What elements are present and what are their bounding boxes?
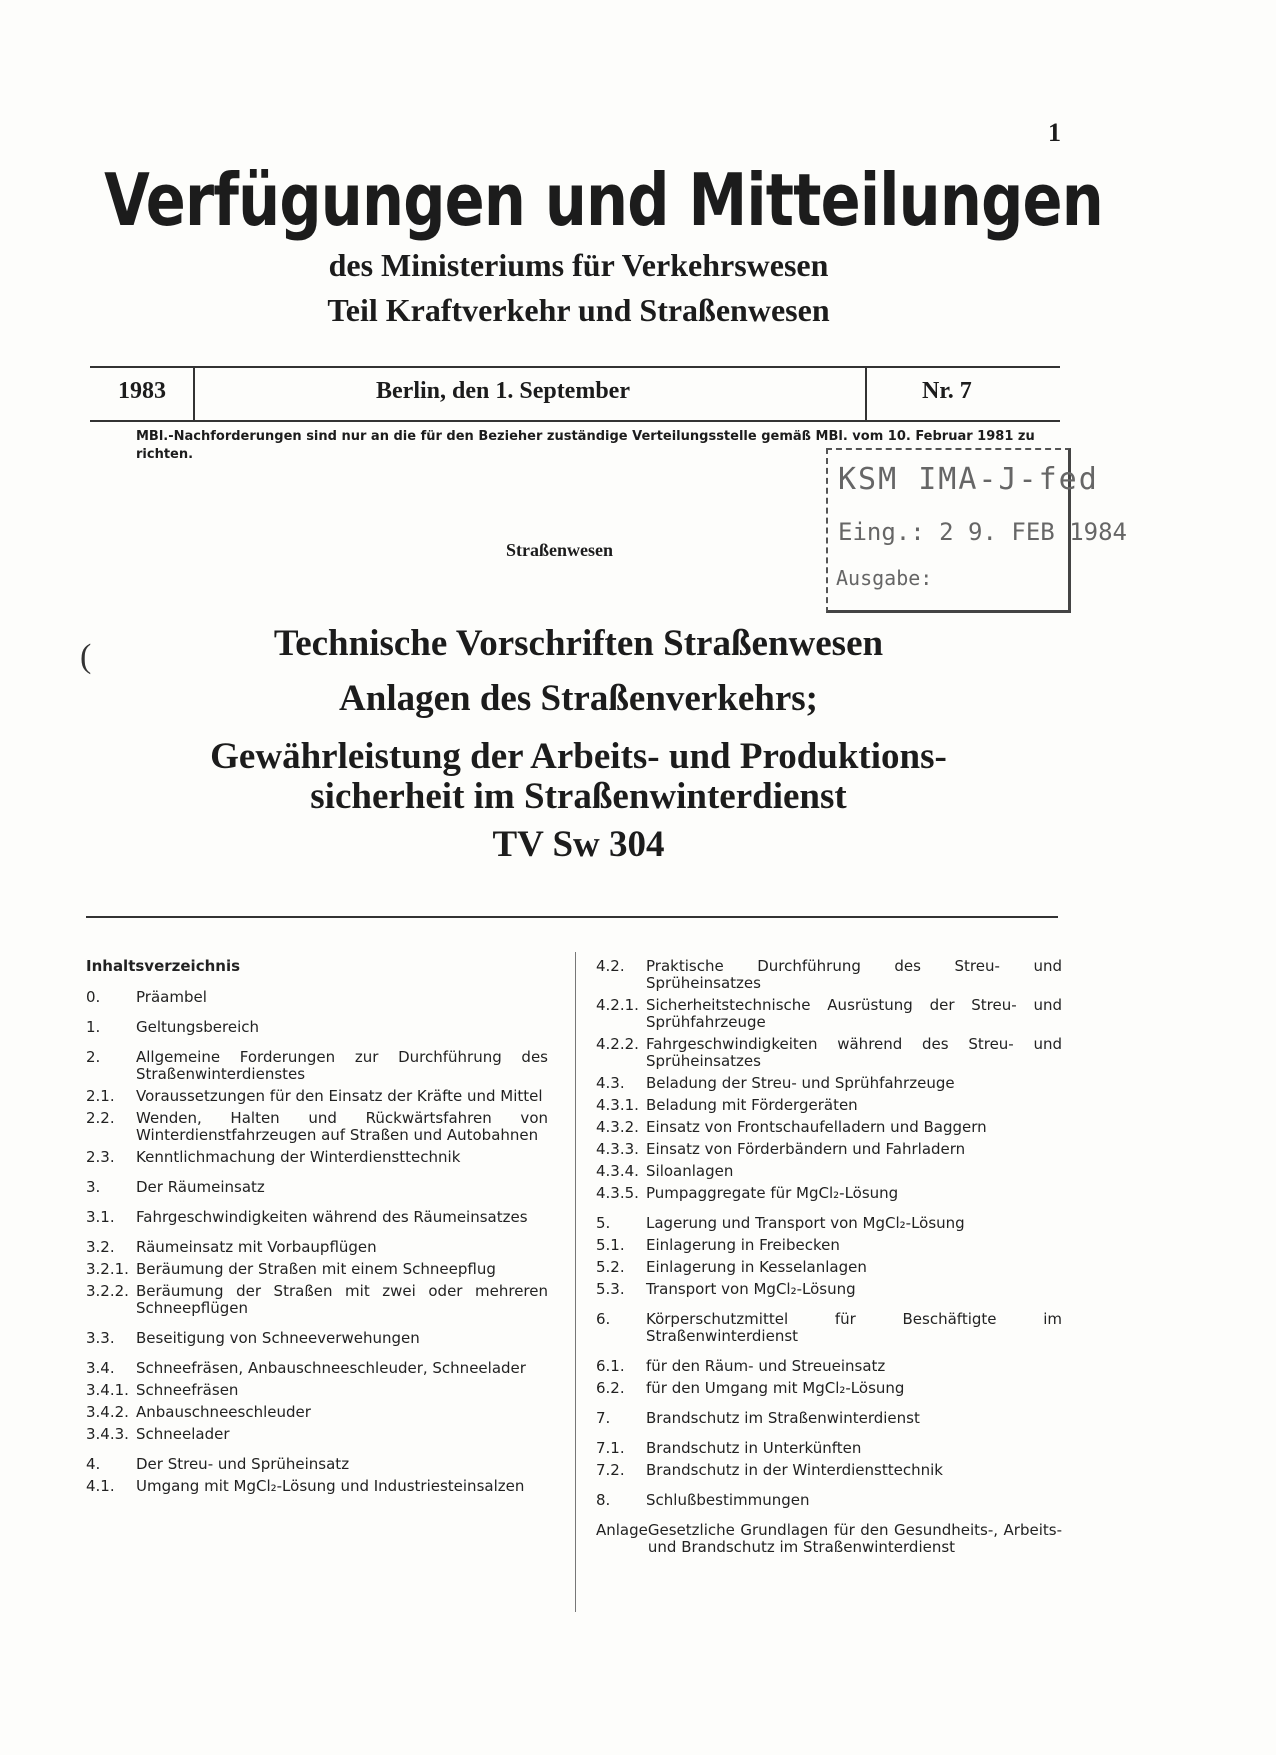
toc-entry xyxy=(596,1259,1062,1276)
toc-entry-number: 3.4.2. xyxy=(86,1403,129,1421)
toc-entry-number: 4.3.1. xyxy=(596,1096,639,1114)
toc-entry-number: 6.1. xyxy=(596,1357,625,1375)
toc-entry-number: 2. xyxy=(86,1048,101,1066)
toc-entry-number: 2.3. xyxy=(86,1148,115,1166)
toc-entry-text: Wenden, Halten und Rückwärtsfahren von Winterdienstfahrzeugen auf Straßen und Autobahnen xyxy=(136,1109,548,1144)
toc-entry-number: 3.4.1. xyxy=(86,1381,129,1399)
toc-entry-text: Schneelader xyxy=(136,1425,230,1443)
toc-entry xyxy=(596,1281,1062,1298)
toc-entry xyxy=(596,1358,1062,1375)
toc-entry xyxy=(596,997,1062,1031)
issue-number: Nr. 7 xyxy=(922,378,972,404)
toc-entry-text: Praktische Durchführung des Streu- und Sprüheinsatzes xyxy=(646,957,1062,992)
toc-entry xyxy=(86,1426,548,1443)
toc-entry xyxy=(86,1283,548,1317)
toc-entry xyxy=(596,1185,1062,1202)
toc-entry xyxy=(596,1163,1062,1180)
toc-entry xyxy=(596,1119,1062,1136)
toc-entry xyxy=(86,1088,548,1105)
toc-entry xyxy=(596,1141,1062,1158)
toc-entry xyxy=(86,1019,548,1036)
toc-entry-number: 4.1. xyxy=(86,1477,115,1495)
toc-entry-number: Anlage xyxy=(596,1521,648,1539)
toc-entry-text: Beladung mit Fördergeräten xyxy=(646,1096,858,1114)
toc-entry-number: 4.2. xyxy=(596,957,625,975)
toc-entry-number: 5.1. xyxy=(596,1236,625,1254)
toc-entry-text: Der Räumeinsatz xyxy=(136,1178,265,1196)
document-title-line-1: Technische Vorschriften Straßenwesen xyxy=(273,623,884,664)
toc-right-column xyxy=(596,958,1062,1561)
toc-entry-number: 7.1. xyxy=(596,1439,625,1457)
toc-entry xyxy=(86,1149,548,1166)
toc-entry xyxy=(86,1456,548,1473)
toc-entry-text: Einsatz von Förderbändern und Fahrladern xyxy=(646,1140,966,1158)
toc-entry xyxy=(596,1097,1062,1114)
stamp-line-issue: Ausgabe: xyxy=(836,566,933,590)
toc-entry xyxy=(596,1380,1062,1397)
toc-entry xyxy=(86,1360,548,1377)
document-code: TV Sw 304 xyxy=(492,824,665,865)
toc-entry-number: 6.2. xyxy=(596,1379,625,1397)
toc-entry-number: 3.2.2. xyxy=(86,1282,129,1300)
toc-entry xyxy=(596,1075,1062,1092)
issue-place-date: Berlin, den 1. September xyxy=(376,378,630,404)
issue-bar-divider xyxy=(865,368,867,420)
toc-entry-text: Beseitigung von Schneeverwehungen xyxy=(136,1329,420,1347)
toc-list-left xyxy=(86,989,548,1495)
toc-entry-number: 4.3.3. xyxy=(596,1140,639,1158)
toc-entry xyxy=(86,1049,548,1083)
toc-entry-number: 4.3.2. xyxy=(596,1118,639,1136)
toc-left-column xyxy=(86,958,548,1500)
receipt-stamp xyxy=(826,448,1127,613)
toc-entry-number: 4.3.4. xyxy=(596,1162,639,1180)
toc-entry xyxy=(596,1237,1062,1254)
toc-entry-text: Einlagerung in Kesselanlagen xyxy=(646,1258,867,1276)
toc-entry-number: 4.3.5. xyxy=(596,1184,639,1202)
toc-entry-text: Umgang mit MgCl₂-Lösung und Industriesteinsalzen xyxy=(136,1477,525,1495)
toc-entry xyxy=(596,1215,1062,1232)
toc-entry xyxy=(596,1410,1062,1427)
toc-entry xyxy=(86,1261,548,1278)
horizontal-rule xyxy=(86,916,1058,918)
toc-list-right xyxy=(596,958,1062,1556)
toc-entry xyxy=(596,1522,1062,1556)
toc-entry xyxy=(86,1110,548,1144)
toc-entry-number: 3.2. xyxy=(86,1238,115,1256)
toc-entry-number: 3.4.3. xyxy=(86,1425,129,1443)
toc-entry xyxy=(86,1404,548,1421)
toc-entry-text: Fahrgeschwindigkeiten während des Streu- und Sprüheinsatzes xyxy=(646,1035,1062,1070)
toc-entry-number: 4.3. xyxy=(596,1074,625,1092)
toc-entry-number: 6. xyxy=(596,1310,611,1328)
toc-entry-number: 3. xyxy=(86,1178,101,1196)
toc-entry xyxy=(596,1036,1062,1070)
toc-entry-text: Pumpaggregate für MgCl₂-Lösung xyxy=(646,1184,899,1202)
toc-entry-number: 5. xyxy=(596,1214,611,1232)
toc-entry-text: Kenntlichmachung der Winterdiensttechnik xyxy=(136,1148,461,1166)
toc-entry-text: Siloanlagen xyxy=(646,1162,734,1180)
page-number: 1 xyxy=(1048,118,1061,147)
issue-info-bar xyxy=(90,366,1060,422)
toc-entry-number: 5.3. xyxy=(596,1280,625,1298)
toc-entry-text: Schlußbestimmungen xyxy=(646,1491,810,1509)
toc-entry-number: 4. xyxy=(86,1455,101,1473)
toc-entry-text: Fahrgeschwindigkeiten während des Räumeinsatzes xyxy=(136,1208,528,1226)
toc-entry xyxy=(86,1330,548,1347)
toc-entry xyxy=(86,1239,548,1256)
toc-entry-text: Allgemeine Forderungen zur Durchführung des Straßenwinterdienstes xyxy=(136,1048,548,1083)
masthead-subtitle-part: Teil Kraftverkehr und Straßenwesen xyxy=(327,292,830,328)
masthead-title: Verfügungen und Mitteilungen xyxy=(104,158,1103,242)
toc-heading: Inhaltsverzeichnis xyxy=(86,957,241,975)
toc-entry-number: 4.2.2. xyxy=(596,1035,639,1053)
toc-entry-number: 2.2. xyxy=(86,1109,115,1127)
toc-entry-text: Körperschutzmittel für Beschäftigte im Straßenwinterdienst xyxy=(646,1310,1062,1345)
toc-entry-text: Einsatz von Frontschaufelladern und Baggern xyxy=(646,1118,987,1136)
toc-entry xyxy=(86,1209,548,1226)
toc-entry-number: 3.1. xyxy=(86,1208,115,1226)
toc-entry-number: 3.2.1. xyxy=(86,1260,129,1278)
toc-entry xyxy=(86,989,548,1006)
toc-entry-number: 7.2. xyxy=(596,1461,625,1479)
toc-entry-text: Brandschutz in der Winterdiensttechnik xyxy=(646,1461,943,1479)
toc-entry xyxy=(86,1382,548,1399)
toc-entry-text: Beräumung der Straßen mit zwei oder mehreren Schneepflügen xyxy=(136,1282,548,1317)
ordering-notice: MBl.-Nachforderungen sind nur an die für den Bezieher zuständige Verteilungsstelle gemäß MBl. vom 10. Februar 1981 zu richten. xyxy=(136,429,1035,462)
toc-entry xyxy=(596,1462,1062,1479)
toc-entry-text: Sicherheitstechnische Ausrüstung der Streu- und Sprühfahrzeuge xyxy=(646,996,1062,1031)
toc-entry-text: für den Räum- und Streueinsatz xyxy=(646,1357,886,1375)
toc-entry-text: Brandschutz im Straßenwinterdienst xyxy=(646,1409,920,1427)
toc-entry-number: 3.3. xyxy=(86,1329,115,1347)
toc-entry-text: Gesetzliche Grundlagen für den Gesundheits-, Arbeits- und Brandschutz im Straßenwinterdienst xyxy=(647,1521,1062,1556)
toc-entry xyxy=(596,1440,1062,1457)
toc-entry-text: Beräumung der Straßen mit einem Schneepflug xyxy=(136,1260,496,1278)
toc-entry xyxy=(596,958,1062,992)
toc-entry xyxy=(596,1492,1062,1509)
toc-entry xyxy=(596,1311,1062,1345)
toc-entry-text: Voraussetzungen für den Einsatz der Kräfte und Mittel xyxy=(136,1087,543,1105)
toc-entry-text: Lagerung und Transport von MgCl₂-Lösung xyxy=(646,1214,965,1232)
toc-entry-text: Präambel xyxy=(136,988,207,1006)
document-title-line-4: sicherheit im Straßenwinterdienst xyxy=(310,776,847,817)
toc-entry-number: 0. xyxy=(86,988,101,1006)
toc-entry-text: Brandschutz in Unterkünften xyxy=(646,1439,862,1457)
document-title-line-2: Anlagen des Straßenverkehrs; xyxy=(339,678,818,719)
margin-mark: ( xyxy=(80,638,92,675)
toc-entry-number: 7. xyxy=(596,1409,611,1427)
toc-entry-number: 1. xyxy=(86,1018,101,1036)
masthead-subtitle-ministry: des Ministeriums für Verkehrswesen xyxy=(328,247,829,283)
section-label: Straßenwesen xyxy=(506,540,613,560)
toc-entry-text: Geltungsbereich xyxy=(136,1018,259,1036)
issue-bar-divider xyxy=(193,368,195,420)
toc-entry-text: Transport von MgCl₂-Lösung xyxy=(646,1280,856,1298)
toc-entry xyxy=(86,1179,548,1196)
toc-entry xyxy=(86,1478,548,1495)
stamp-line-date: Eing.: 2 9. FEB 1984 xyxy=(838,518,1127,546)
column-divider xyxy=(575,952,576,1612)
document-title-line-3: Gewährleistung der Arbeits- und Produktions- xyxy=(210,736,947,777)
toc-entry-number: 5.2. xyxy=(596,1258,625,1276)
toc-entry-number: 8. xyxy=(596,1491,611,1509)
issue-year: 1983 xyxy=(118,378,166,404)
toc-entry-number: 2.1. xyxy=(86,1087,115,1105)
toc-entry-text: Räumeinsatz mit Vorbaupflügen xyxy=(136,1238,377,1256)
toc-entry-text: Schneefräsen xyxy=(136,1381,239,1399)
toc-entry-number: 3.4. xyxy=(86,1359,115,1377)
stamp-line-1: KSM IMA-J-fed xyxy=(838,462,1099,497)
toc-entry-text: Anbauschneeschleuder xyxy=(136,1403,311,1421)
toc-entry-text: Schneefräsen, Anbauschneeschleuder, Schneelader xyxy=(136,1359,526,1377)
toc-entry-text: Einlagerung in Freibecken xyxy=(646,1236,840,1254)
toc-entry-text: für den Umgang mit MgCl₂-Lösung xyxy=(646,1379,905,1397)
toc-entry-text: Beladung der Streu- und Sprühfahrzeuge xyxy=(646,1074,955,1092)
toc-entry-number: 4.2.1. xyxy=(596,996,639,1014)
toc-entry-text: Der Streu- und Sprüheinsatz xyxy=(136,1455,350,1473)
